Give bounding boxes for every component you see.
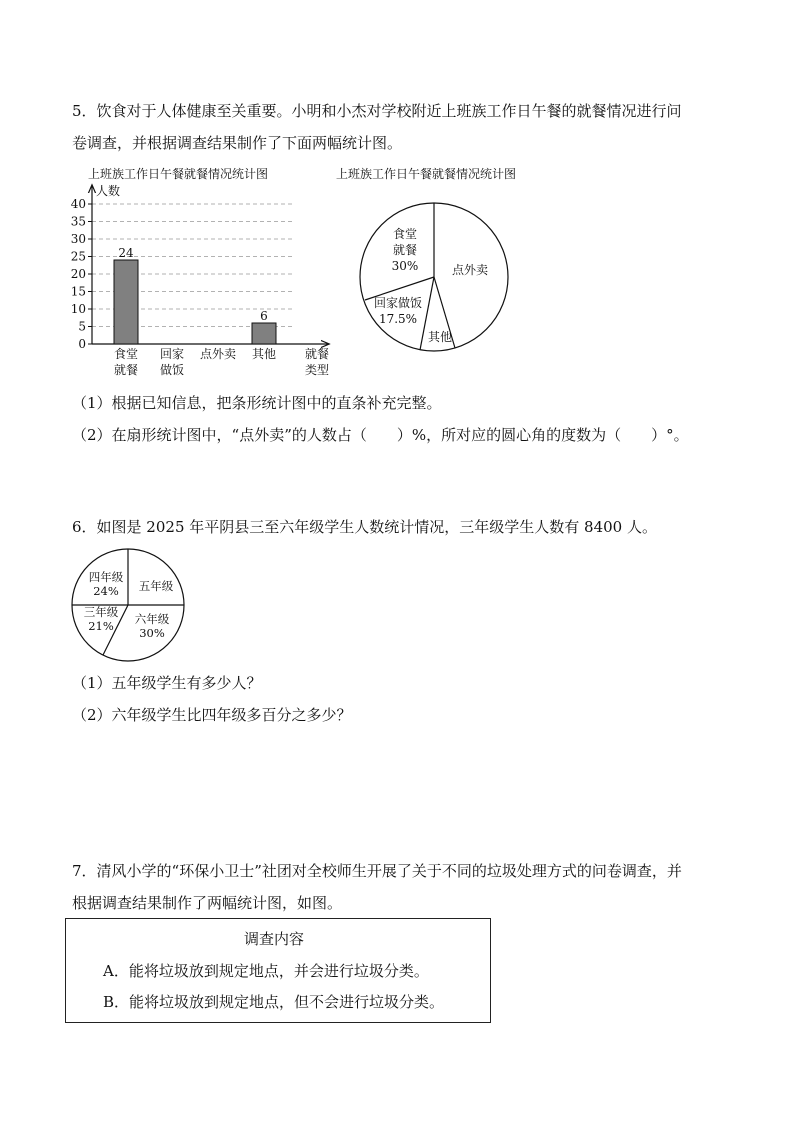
bar-chart-title: 上班族工作日午餐就餐情况统计图	[88, 167, 269, 181]
bar	[252, 323, 276, 344]
y-tick-label: 20	[70, 267, 86, 281]
pie-slice-label: 六年级	[134, 612, 170, 626]
bar-chart	[60, 180, 350, 385]
bar-value-label: 6	[260, 309, 268, 323]
pie-chart-grades	[70, 548, 188, 664]
q7-line-1: 7．清风小学的“环保小卫士”社团对全校师生开展了关于不同的垃圾处理方式的问卷调查，并	[72, 862, 682, 880]
y-tick-label: 35	[70, 214, 86, 229]
survey-content-box	[65, 918, 491, 1023]
pie-slice-label: 食堂	[392, 227, 418, 241]
pie-slice-label: 17.5%	[378, 312, 418, 326]
y-tick-label: 30	[70, 232, 86, 246]
q5-line-1: 5．饮食对于人体健康至关重要。小明和小杰对学校附近上班族工作日午餐的就餐情况进行问	[72, 102, 682, 120]
pie-slice-label: 四年级	[88, 570, 124, 584]
x-tick-label: 点外卖	[199, 347, 237, 361]
bar	[114, 260, 138, 344]
x-tick-label: 就餐	[113, 363, 139, 377]
y-axis-label: 人数	[96, 184, 121, 198]
pie-slice-label: 就餐	[392, 243, 418, 257]
pie-slice-label: 回家做饭	[373, 296, 423, 310]
q6-line-1: 6．如图是 2025 年平阴县三至六年级学生人数统计情况，三年级学生人数有 8400 人。	[72, 518, 657, 536]
survey-box-title: 调查内容	[244, 930, 305, 948]
survey-option-a: A．能将垃圾放到规定地点，并会进行垃圾分类。	[103, 962, 429, 980]
q5-sub-1: （1）根据已知信息，把条形统计图中的直条补充完整。	[72, 394, 442, 412]
pie-slice-label: 30%	[139, 626, 165, 640]
x-axis-label: 就餐	[304, 347, 330, 361]
x-tick-label: 做饭	[159, 363, 185, 377]
pie-slice-label: 其他	[427, 330, 453, 344]
x-tick-label: 其他	[251, 347, 277, 361]
y-tick-label: 10	[70, 302, 86, 316]
x-tick-label: 回家	[159, 347, 185, 361]
pie-slice-label: 点外卖	[451, 263, 489, 277]
y-tick-label: 0	[78, 337, 86, 351]
q6-sub-2: （2）六年级学生比四年级多百分之多少？	[72, 706, 352, 724]
y-tick-label: 25	[70, 249, 86, 264]
y-tick-label: 5	[78, 319, 86, 334]
y-tick-label: 15	[70, 284, 86, 299]
survey-option-b: B．能将垃圾放到规定地点，但不会进行垃圾分类。	[103, 993, 445, 1011]
pie-slice-label: 三年级	[83, 605, 119, 619]
x-tick-label: 食堂	[113, 347, 139, 361]
pie-slice-label: 21%	[88, 619, 114, 633]
q5-line-2: 卷调查，并根据调查结果制作了下面两幅统计图。	[72, 134, 403, 152]
pie-slice-label: 五年级	[138, 579, 174, 593]
pie-chart-lunch	[352, 198, 517, 356]
pie-slice-label: 30%	[391, 259, 419, 273]
pie-slice-label: 24%	[93, 584, 119, 598]
y-tick-label: 40	[70, 197, 86, 211]
pie-chart-title: 上班族工作日午餐就餐情况统计图	[336, 167, 517, 181]
bar-value-label: 24	[118, 246, 134, 260]
x-axis-label: 类型	[304, 363, 330, 377]
q5-sub-2: （2）在扇形统计图中，“点外卖”的人数占（ ）%，所对应的圆心角的度数为（ ）°。	[72, 426, 689, 444]
q6-sub-1: （1）五年级学生有多少人？	[72, 674, 262, 692]
q7-line-2: 根据调查结果制作了两幅统计图，如图。	[72, 894, 343, 912]
